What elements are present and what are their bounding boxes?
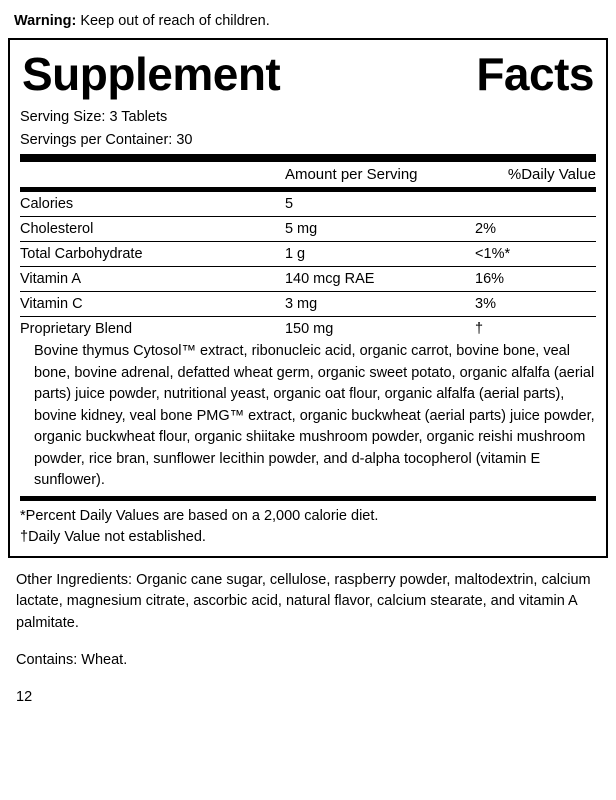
row-amount: 140 mcg RAE	[285, 267, 475, 292]
table-row	[20, 217, 596, 242]
row-amount: 1 g	[285, 242, 475, 267]
table-row	[20, 267, 596, 292]
divider-under-blend	[20, 496, 596, 501]
row-daily-value: 2%	[475, 217, 596, 242]
row-name: Vitamin A	[20, 267, 285, 292]
row-daily-value: <1%*	[475, 242, 596, 267]
table-row	[20, 242, 596, 267]
nutrition-table	[20, 162, 596, 187]
contains-statement: Contains: Wheat.	[16, 652, 128, 668]
header-nutrient	[20, 162, 285, 187]
panel-title-supplement: Supplement	[22, 48, 281, 100]
row-name: Calories	[20, 192, 285, 217]
row-amount: 5 mg	[285, 217, 475, 242]
row-amount: 5	[285, 192, 475, 217]
serving-size: Serving Size: 3 Tablets	[20, 109, 168, 125]
row-name: Total Carbohydrate	[20, 242, 285, 267]
blend-daily-value: †	[475, 321, 484, 337]
row-name: Cholesterol	[20, 217, 285, 242]
row-name: Vitamin C	[20, 292, 285, 317]
blend-name: Proprietary Blend	[20, 321, 133, 337]
footnote-percent-daily-value: *Percent Daily Values are based on a 2,000 calorie diet.	[20, 507, 379, 524]
page-number: 12	[16, 689, 33, 705]
servings-per-container: Servings per Container: 30	[20, 132, 193, 148]
divider-thick-top	[20, 154, 596, 162]
row-daily-value: 16%	[475, 267, 596, 292]
warning-text: Keep out of reach of children.	[76, 13, 270, 29]
blend-amount: 150 mg	[284, 321, 334, 337]
header-amount-per-serving: Amount per Serving	[284, 166, 418, 183]
warning-statement	[14, 12, 608, 30]
panel-title	[20, 46, 596, 100]
row-daily-value	[475, 192, 596, 217]
other-ingredients: Other Ingredients: Organic cane sugar, cellulose, raspberry powder, maltodextrin, calcium lactate, magnesium citrate, ascorbic acid, natural flavor, calcium stearate, and vitamin A palmitate.	[16, 571, 591, 631]
table-row	[20, 192, 596, 217]
proprietary-blend-row	[20, 317, 596, 342]
footnote-daily-value-not-established: †Daily Value not established.	[20, 528, 206, 545]
warning-label: Warning:	[14, 13, 77, 29]
table-row	[20, 292, 596, 317]
panel-title-facts: Facts	[476, 48, 594, 100]
row-amount: 3 mg	[285, 292, 475, 317]
nutrition-rows	[20, 192, 596, 341]
header-daily-value: %Daily Value	[507, 166, 596, 183]
row-daily-value: 3%	[475, 292, 596, 317]
blend-ingredients: Bovine thymus Cytosol™ extract, ribonucleic acid, organic carrot, bovine bone, veal bone, bovine adrenal, defatted wheat germ, organic sweet potato, organic alfalfa (aerial parts) juice powder, nutritional yeast, organic oat flour, organic alfalfa (aerial parts), bovine kidney, veal bone PMG™ extract, organic buckwheat (aerial parts) juice powder, organic buckwheat flour, organic shiitake mushroom powder, organic reishi mushroom powder, rice bran, sunflower lecithin powder, and d-alpha tocopherol (vitamin E sunflower).	[34, 343, 595, 488]
table-header-row	[20, 162, 596, 187]
supplement-facts-panel	[8, 38, 608, 558]
